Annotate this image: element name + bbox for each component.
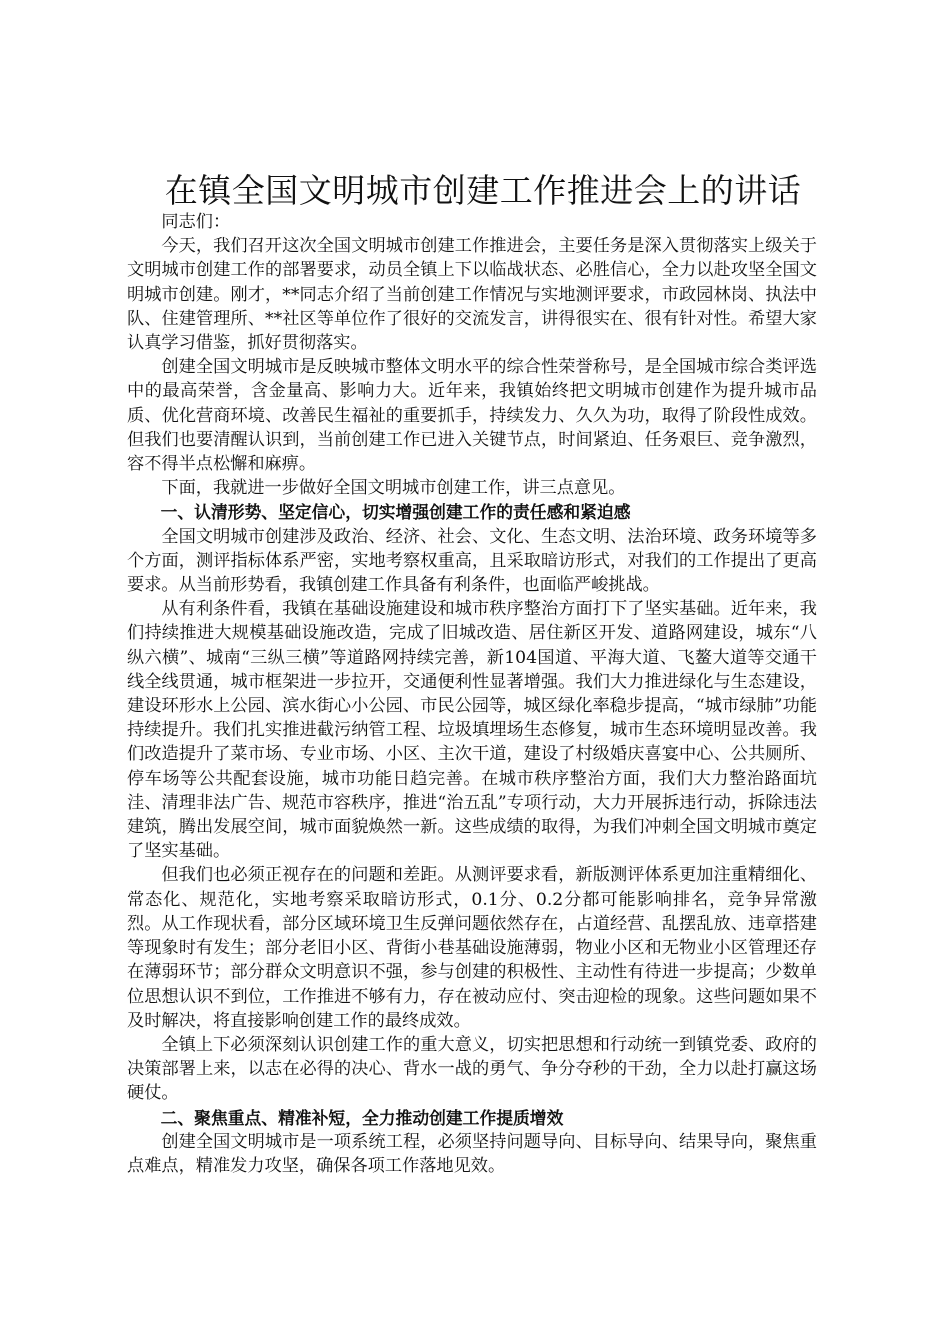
paragraph: 全镇上下必须深刻认识创建工作的重大意义，切实把思想和行动统一到镇党委、政府的决策部署上来，以志在必得的决心、背水一战的勇气、争分夺秒的干劲，全力以赴打赢这场硬仗。 [127, 1034, 817, 1104]
paragraph: 今天，我们召开这次全国文明城市创建工作推进会，主要任务是深入贯彻落实上级关于文明城市创建工作的部署要求，动员全镇上下以临战状态、必胜信心，全力以赴攻坚全国文明城市创建。刚才，**同志介绍了当前创建工作情况与实地测评要求，市政园林岗、执法中队、住建管理所、**社区等单位作了很好的交流发言，讲得很实在、很有针对性。希望大家认真学习借鉴，抓好贯彻落实。 [127, 236, 817, 354]
document-title: 在镇全国文明城市创建工作推进会上的讲话 [164, 171, 802, 210]
paragraph: 从有利条件看，我镇在基础设施建设和城市秩序整治方面打下了坚实基础。近年来，我们持续推进大规模基础设施改造，完成了旧城改造、居住新区开发、道路网建设，城东“八纵六横”、城南“三纵三横”等道路网持续完善，新104国道、平海大道、飞鳌大道等交通干线全线贯通，城市框架进一步拉开，交通便利性显著增强。我们大力推进绿化与生态建设，建设环形水上公园、滨水街心小公园、市民公园等，城区绿化率稳步提高，“城市绿肺”功能持续提升。我们扎实推进截污纳管工程、垃圾填埋场生态修复，城市生态环境明显改善。我们改造提升了菜市场、专业市场、小区、主次干道，建设了村级婚庆喜宴中心、公共厕所、停车场等公共配套设施，城市功能日趋完善。在城市秩序整治方面，我们大力整治路面坑洼、清理非法广告、规范市容秩序，推进“治五乱”专项行动，大力开展拆违行动，拆除违法建筑，腾出发展空间，城市面貌焕然一新。这些成绩的取得，为我们冲刺全国文明城市奠定了坚实基础。 [127, 599, 817, 862]
section-heading: 一、认清形势、坚定信心，切实增强创建工作的责任感和紧迫感 [160, 502, 631, 523]
greeting: 同志们： [161, 212, 231, 232]
paragraph: 下面，我就进一步做好全国文明城市创建工作，讲三点意见。 [161, 478, 626, 499]
paragraph: 全国文明城市创建涉及政治、经济、社会、文化、生态文明、法治环境、政务环境等多个方面，测评指标体系严密，实地考察权重高，且采取暗访形式，对我们的工作提出了更高要求。从当前形势看，我镇创建工作具备有利条件，也面临严峻挑战。 [127, 526, 817, 596]
paragraph: 创建全国文明城市是反映城市整体文明水平的综合性荣誉称号，是全国城市综合类评选中的最高荣誉，含金量高、影响力大。近年来，我镇始终把文明城市创建作为提升城市品质、优化营商环境、改善民生福祉的重要抓手，持续发力、久久为功，取得了阶段性成效。但我们也要清醒认识到，当前创建工作已进入关键节点，时间紧迫、任务艰巨、竞争激烈，容不得半点松懈和麻痹。 [127, 357, 817, 475]
section-heading: 二、聚焦重点、精准补短，全力推动创建工作提质增效 [160, 1107, 564, 1128]
paragraph: 创建全国文明城市是一项系统工程，必须坚持问题导向、目标导向、结果导向，聚焦重点难点，精准发力攻坚，确保各项工作落地见效。 [127, 1131, 817, 1176]
paragraph: 但我们也必须正视存在的问题和差距。从测评要求看，新版测评体系更加注重精细化、常态化、规范化，实地考察采取暗访形式，0.1分、0.2分都可能影响排名，竞争异常激烈。从工作现状看，部分区域环境卫生反弹问题依然存在，占道经营、乱摆乱放、违章搭建等现象时有发生；部分老旧小区、背街小巷基础设施薄弱，物业小区和无物业小区管理还存在薄弱环节；部分群众文明意识不强，参与创建的积极性、主动性有待进一步提高；少数单位思想认识不到位，工作推进不够有力，存在被动应付、突击迎检的现象。这些问题如果不及时解决，将直接影响创建工作的最终成效。 [127, 865, 817, 1031]
document-body [127, 210, 817, 1178]
